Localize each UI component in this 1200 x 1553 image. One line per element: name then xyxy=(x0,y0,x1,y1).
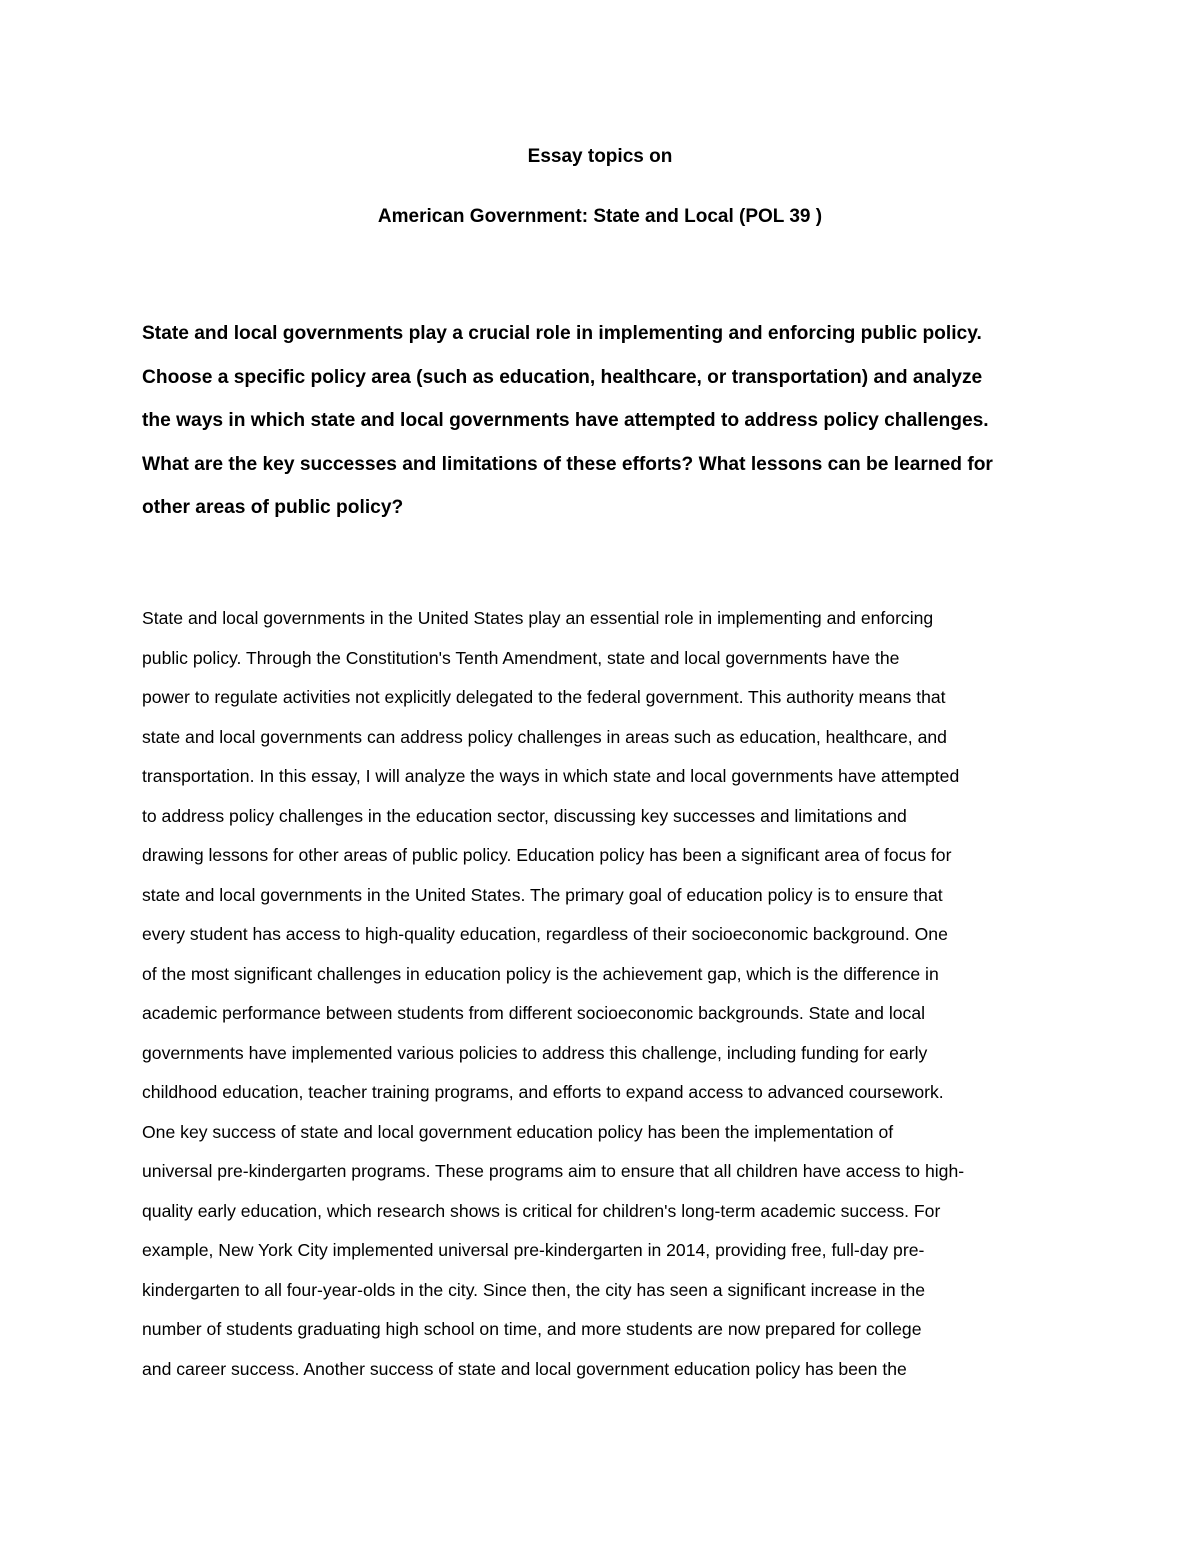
body-line: One key success of state and local government education policy has been the implementation of xyxy=(142,1122,894,1142)
body-line: number of students graduating high school on time, and more students are now prepared for college xyxy=(142,1319,922,1339)
course-title: American Government: State and Local (POL 39 ) xyxy=(377,206,823,227)
body-line: kindergarten to all four-year-olds in the city. Since then, the city has seen a significant increase in the xyxy=(142,1280,926,1300)
prompt-line: What are the key successes and limitations of these efforts? What lessons can be learned for xyxy=(142,454,993,475)
body-line: state and local governments in the United States. The primary goal of education policy is to ensure that xyxy=(142,885,943,905)
body-line: transportation. In this essay, I will analyze the ways in which state and local governments have attempted xyxy=(142,766,960,786)
body-line: state and local governments can address policy challenges in areas such as education, healthcare, and xyxy=(142,727,947,747)
body-line: childhood education, teacher training programs, and efforts to expand access to advanced coursework. xyxy=(142,1082,944,1102)
body-line: example, New York City implemented universal pre-kindergarten in 2014, providing free, full-day pre- xyxy=(142,1240,925,1260)
body-line: power to regulate activities not explicitly delegated to the federal government. This authority means that xyxy=(142,687,946,707)
body-line: and career success. Another success of state and local government education policy has been the xyxy=(142,1359,907,1379)
body-line: drawing lessons for other areas of public policy. Education policy has been a significant area of focus for xyxy=(142,845,952,865)
prompt-line: other areas of public policy? xyxy=(142,497,404,518)
body-line: academic performance between students from different socioeconomic backgrounds. State and local xyxy=(142,1003,926,1023)
body-line: every student has access to high-quality education, regardless of their socioeconomic background. One xyxy=(142,924,948,944)
body-line: public policy. Through the Constitution's Tenth Amendment, state and local governments have the xyxy=(142,648,900,668)
body-line: universal pre-kindergarten programs. These programs aim to ensure that all children have access to high- xyxy=(142,1161,965,1181)
essay-title: Essay topics on xyxy=(527,146,673,167)
prompt-line: the ways in which state and local governments have attempted to address policy challenges. xyxy=(142,410,989,431)
prompt-line: State and local governments play a crucial role in implementing and enforcing public policy. xyxy=(142,323,982,344)
body-line: governments have implemented various policies to address this challenge, including funding for early xyxy=(142,1043,928,1063)
body-line: quality early education, which research shows is critical for children's long-term academic success. For xyxy=(142,1201,941,1221)
prompt-line: Choose a specific policy area (such as education, healthcare, or transportation) and analyze xyxy=(142,367,983,388)
body-line: of the most significant challenges in education policy is the achievement gap, which is the difference in xyxy=(142,964,939,984)
body-line: to address policy challenges in the education sector, discussing key successes and limitations and xyxy=(142,806,907,826)
body-line: State and local governments in the United States play an essential role in implementing and enforcing xyxy=(142,608,934,628)
